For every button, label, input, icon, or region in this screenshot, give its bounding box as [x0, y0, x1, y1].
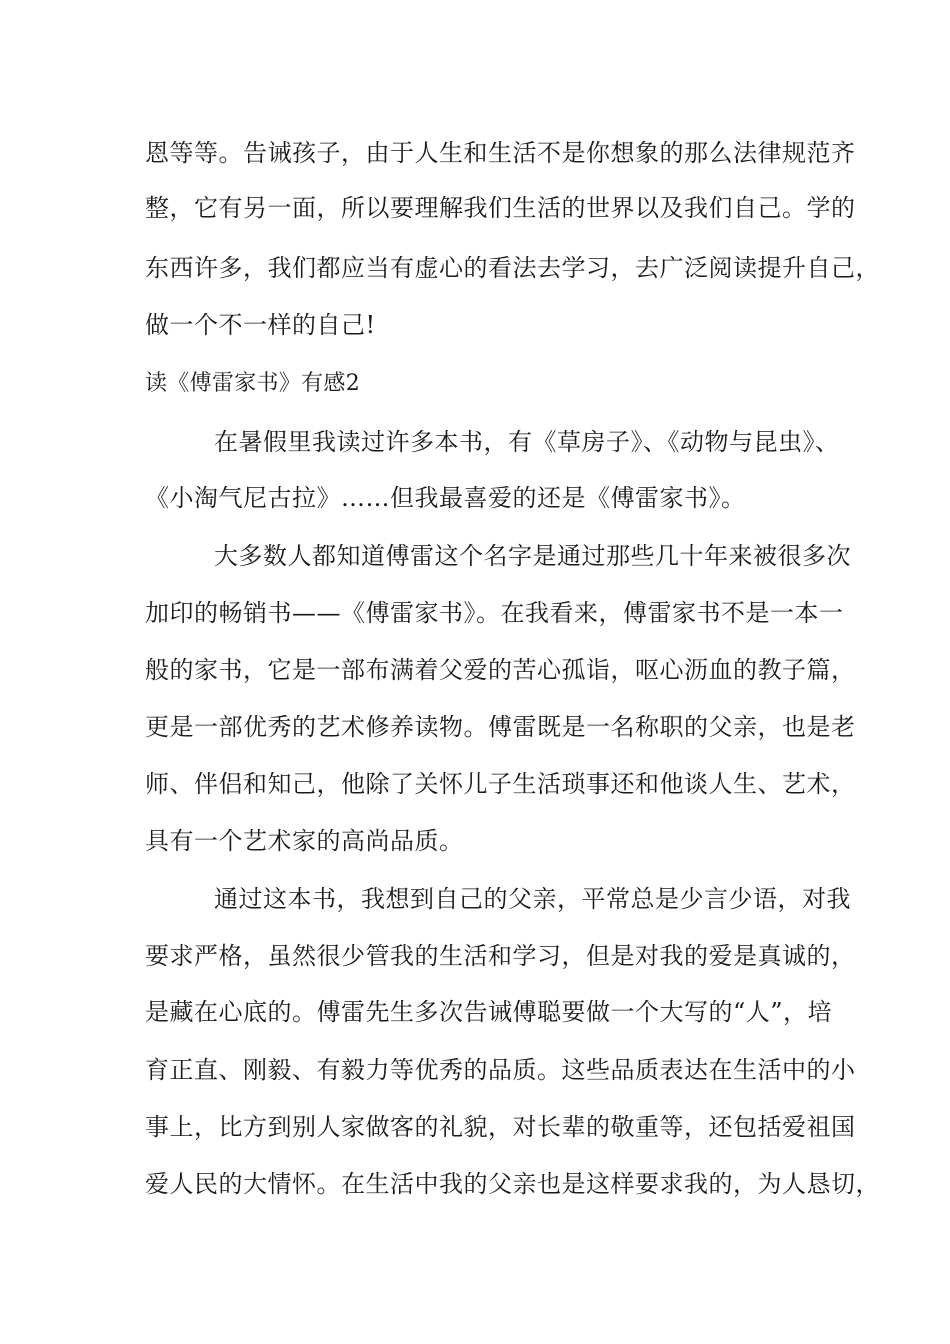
text-line: 恩等等。告诫孩子，由于人生和生活不是你想象的那么法律规范齐 — [145, 139, 856, 167]
text-line: 事上，比方到别人家做客的礼貌，对长辈的敬重等，还包括爱祖国 — [145, 1113, 856, 1141]
paragraph-first-line: 大多数人都知道傅雷这个名字是通过那些几十年来被很多次 — [214, 542, 851, 570]
text-line: 育正直、刚毅、有毅力等优秀的品质。这些品质表达在生活中的小 — [145, 1056, 856, 1084]
text-line: 更是一部优秀的艺术修养读物。傅雷既是一名称职的父亲，也是老 — [145, 713, 856, 741]
text-line: 加印的畅销书——《傅雷家书》。在我看来，傅雷家书不是一本一 — [145, 599, 844, 627]
section-heading: 读《傅雷家书》有感2 — [145, 371, 360, 396]
text-line: 整，它有另一面，所以要理解我们生活的世界以及我们自己。学的 — [145, 194, 856, 222]
text-line: 般的家书，它是一部布满着父爱的苦心孤诣，呕心沥血的教子篇， — [145, 656, 856, 684]
text-line: 爱人民的大情怀。在生活中我的父亲也是这样要求我的，为人恳切， — [145, 1170, 880, 1198]
text-line: 师、伴侣和知己，他除了关怀儿子生活琐事还和他谈人生、艺术， — [145, 770, 856, 798]
text-line: 《小淘气尼古拉》……但我最喜爱的还是《傅雷家书》。 — [145, 484, 746, 512]
text-line: 具有一个艺术家的高尚品质。 — [145, 827, 464, 855]
paragraph-first-line: 在暑假里我读过许多本书，有《草房子》、《动物与昆虫》、 — [214, 428, 840, 456]
paragraph-first-line: 通过这本书，我想到自己的父亲，平常总是少言少语，对我 — [214, 885, 851, 913]
text-line: 东西许多，我们都应当有虚心的看法去学习，去广泛阅读提升自己， — [145, 254, 880, 282]
text-line: 是藏在心底的。傅雷先生多次告诫傅聪要做一个大写的“人”，培 — [145, 998, 833, 1026]
text-line: 要求严格，虽然很少管我的生活和学习，但是对我的爱是真诚的， — [145, 942, 856, 970]
text-line: 做一个不一样的自己! — [145, 311, 376, 339]
